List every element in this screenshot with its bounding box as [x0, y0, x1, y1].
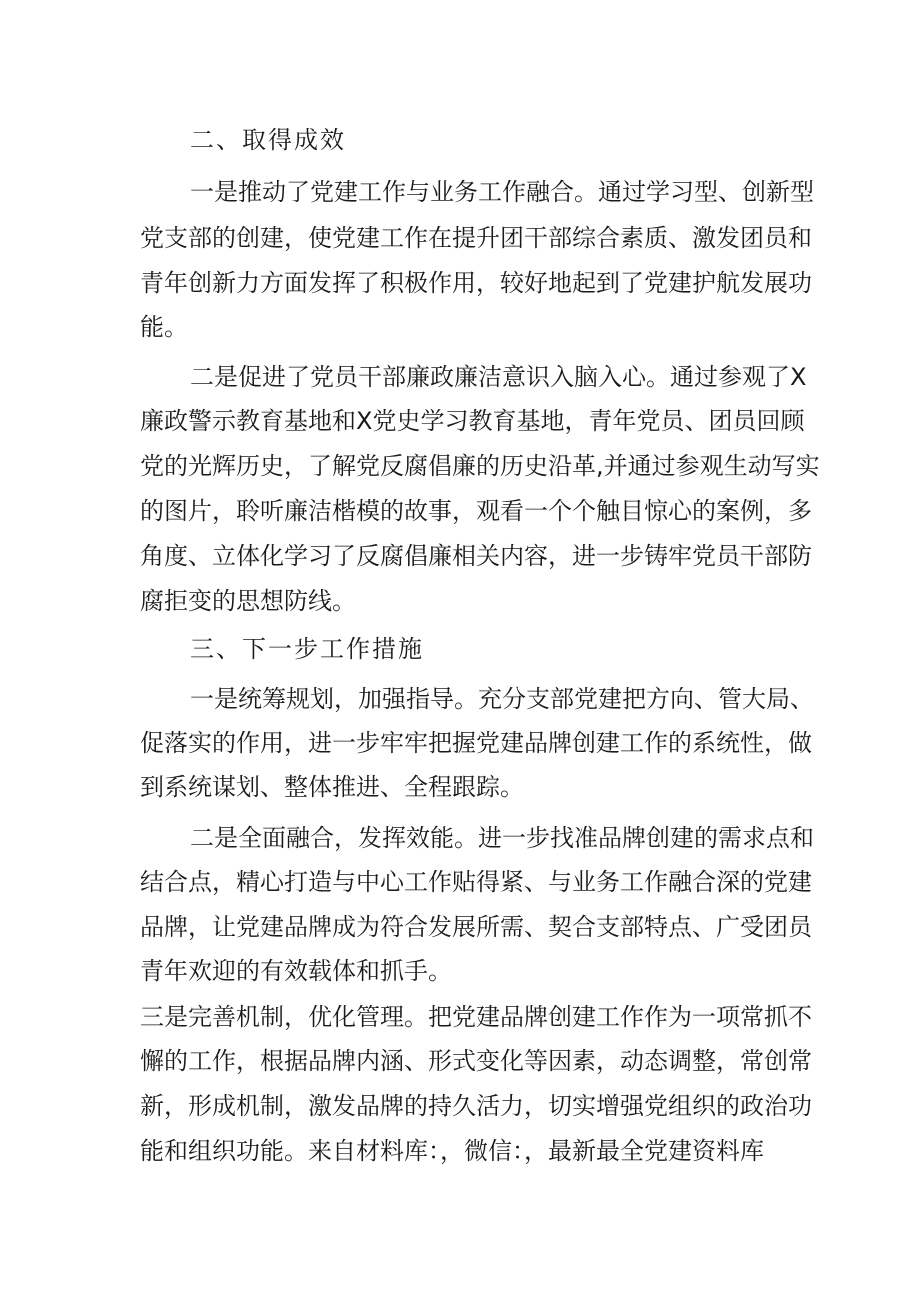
paragraph-line: 能和组织功能。来自材料库：，微信：，最新最全党建资料库	[140, 1137, 764, 1165]
paragraph-line: 结合点，精心打造与中心工作贴得紧、与业务工作融合深的党建	[140, 868, 812, 896]
paragraph-line: 到系统谋划、整体推进、全程跟踪。	[140, 773, 524, 801]
paragraph-line: 能。	[140, 313, 188, 341]
paragraph-line: 腐拒变的思想防线。	[140, 587, 356, 615]
paragraph-line: 二是全面融合，发挥效能。进一步找准品牌创建的需求点和	[190, 824, 814, 852]
paragraph-line: 廉政警示教育基地和X党史学习教育基地，青年党员、团员回顾	[140, 407, 805, 435]
paragraph-line: 三是完善机制，优化管理。把党建品牌创建工作作为一项常抓不	[140, 1003, 812, 1031]
paragraph-line: 的图片，聆听廉洁楷模的故事，观看一个个触目惊心的案例，多	[140, 497, 812, 525]
paragraph-line: 党支部的创建，使党建工作在提升团干部综合素质、激发团员和	[140, 224, 812, 252]
paragraph-line: 新，形成机制，激发品牌的持久活力，切实增强党组织的政治功	[140, 1092, 812, 1120]
paragraph-line: 青年创新力方面发挥了积极作用，较好地起到了党建护航发展功	[140, 269, 812, 297]
paragraph-line: 促落实的作用，进一步牢牢把握党建品牌创建工作的系统性，做	[140, 729, 812, 757]
paragraph-line: 品牌，让党建品牌成为符合发展所需、契合支部特点、广受团员	[140, 913, 812, 941]
section-heading-achievements: 二、取得成效	[190, 126, 346, 154]
paragraph-line: 二是促进了党员干部廉政廉洁意识入脑入心。通过参观了X	[190, 363, 807, 391]
paragraph-line: 懈的工作，根据品牌内涵、形式变化等因素，动态调整，常创常	[140, 1047, 812, 1075]
paragraph-line: 党的光辉历史，了解党反腐倡廉的历史沿革,并通过参观生动写实	[140, 452, 820, 480]
paragraph-line: 青年欢迎的有效载体和抓手。	[140, 957, 452, 985]
paragraph-line: 角度、立体化学习了反腐倡廉相关内容，进一步铸牢党员干部防	[140, 542, 812, 570]
paragraph-line: 一是推动了党建工作与业务工作融合。通过学习型、创新型	[190, 178, 814, 206]
paragraph-line: 一是统筹规划，加强指导。充分支部党建把方向、管大局、	[190, 685, 814, 713]
section-heading-next-steps: 三、下一步工作措施	[190, 635, 424, 663]
